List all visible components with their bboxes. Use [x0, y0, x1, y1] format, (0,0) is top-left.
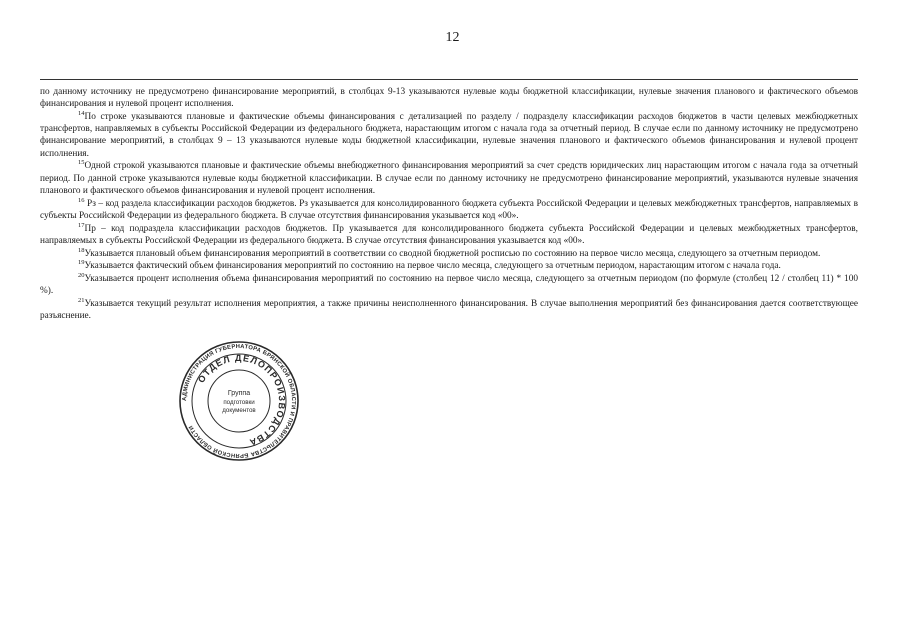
footnote-continuation [40, 86, 858, 110]
office-stamp [178, 340, 300, 462]
footnote-text: Указывается процент исполнения объема финансирования мероприятий по состоянию на первое число месяца, следующего за отчетным периодом (по формуле (столбец 12 / столбец 11) * 100 %). [40, 274, 858, 297]
footnote-ref: 21 [78, 297, 85, 305]
footnote-18 [40, 248, 858, 260]
footnote-ref: 19 [78, 259, 85, 267]
footnote-text: Рз – код раздела классификации расходов бюджетов. Рз указывается для консолидированного бюджета субъекта Российской Федерации и целевых межбюджетных трансфертов, направляемых в субъекты Российской Федерации из федерального бюджета. В случае отсутствия финансирования указывается код «00». [40, 198, 858, 221]
footnote-text: Указывается текущий результат исполнения мероприятия, а также причины неисполненного финансирования. В случае выполнения мероприятий без финансирования дается соответствующее разъяснение. [40, 299, 858, 322]
stamp-center-line-2: подготовки [223, 399, 255, 406]
stamp-outer-text: АДМИНИСТРАЦИЯ ГУБЕРНАТОРА БРЯНСКОЙ ОБЛАСТИ И ПРАВИТЕЛЬСТВА БРЯНСКОЙ ОБЛАСТИ [181, 343, 297, 459]
footnote-text: По строке указываются плановые и фактические объемы финансирования с детализацией по разделу / подразделу классификации расходов бюджетов в части целевых межбюджетных трансфертов, направляемых в субъекты Российской Федерации из федерального бюджета, нарастающим итогом с начала года за отчетный период. В случае если по данному источнику не предусмотрено финансирование мероприятий, в столбцах 9 – 13 указываются нулевые коды бюджетной классификации, нулевые значения планового и фактического объемов финансирования и нулевой процент исполнения. [40, 112, 858, 159]
footnote-text: Указывается фактический объем финансирования мероприятий по состоянию на первое число месяца, следующего за отчетным периодом, нарастающим итогом с начала года. [84, 261, 781, 272]
footnote-14 [40, 111, 858, 160]
footnote-text: Указывается плановый объем финансирования мероприятий в соответствии со сводной бюджетной росписью по состоянию на первое число месяца, следующего за отчетным периодом. [84, 248, 821, 259]
footnote-text: по данному источнику не предусмотрено финансирование мероприятий, в столбцах 9-13 указываются нулевые коды бюджетной классификации, нулевые значения планового и фактического объемов финансирования и нулевой процент исполнения. [40, 87, 858, 110]
footnote-21 [40, 298, 858, 322]
footnote-15 [40, 160, 858, 197]
stamp-center-line-1: Группа [227, 390, 251, 397]
footnote-ref: 16 [78, 196, 85, 204]
footnote-ref: 20 [78, 272, 85, 280]
page-number: 12 [445, 30, 460, 45]
footnote-text: Пр – код подраздела классификации расходов бюджетов. Пр указывается для консолидированного бюджета субъекта Российской Федерации и целевых межбюджетных трансфертов, направляемых в субъекты Российской Федерации из федерального бюджета. В случае отсутствия финансирования указывается код «00». [40, 223, 858, 246]
footnote-ref: 17 [78, 221, 85, 229]
footnote-ref: 14 [78, 109, 85, 117]
footnote-divider [40, 79, 858, 80]
footnote-text: Одной строкой указываются плановые и фактические объемы внебюджетного финансирования мероприятий за счет средств юридических лиц нарастающим итогом с начала года за отчетный период. По данной строке указываются нулевые коды бюджетной классификации. В случае если по данному источнику не предусмотрено финансирование мероприятий, указываются нулевые значения планового и фактического объемов финансирования и нулевой процент исполнения. [40, 161, 858, 196]
stamp-inner-text: ОТДЕЛ ДЕЛОПРОИЗВОДСТВА [196, 352, 288, 448]
footnotes [40, 86, 858, 323]
footnote-20 [40, 273, 858, 297]
footnote-17 [40, 223, 858, 247]
footnote-ref: 15 [78, 159, 85, 167]
footnote-19 [40, 260, 858, 272]
stamp-center-line-3: документов [222, 407, 256, 414]
footnote-16 [40, 198, 858, 222]
footnote-ref: 18 [78, 246, 85, 254]
